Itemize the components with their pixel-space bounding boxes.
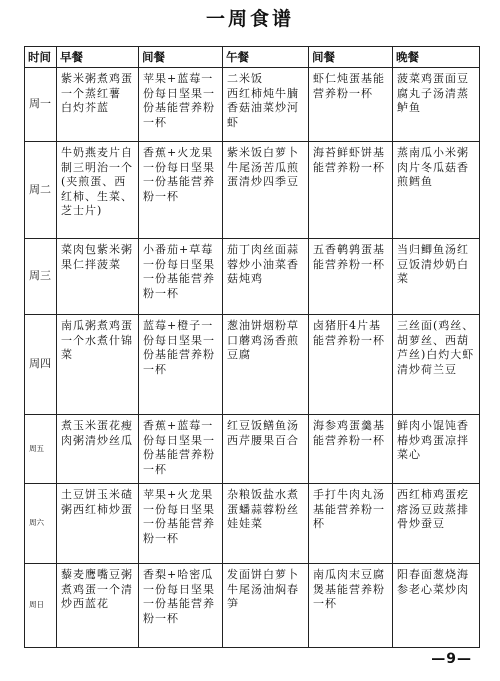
table-row	[25, 484, 480, 564]
breakfast-cell: 煮玉米蛋花瘦肉粥清炒丝瓜	[57, 415, 139, 484]
dinner-cell: 鲜肉小馄饨香椿炒鸡蛋凉拌菜心	[393, 415, 480, 484]
day-cell: 周二	[25, 142, 57, 239]
breakfast-cell: 菜肉包紫米粥果仁拌菠菜	[57, 239, 139, 315]
day-cell: 周一	[25, 68, 57, 142]
table-row	[25, 315, 480, 415]
header-morning-snack: 间餐	[139, 47, 223, 68]
dinner-cell: 西红柿鸡蛋疙瘩汤豆豉蒸排骨炒蚕豆	[393, 484, 480, 564]
afternoon-snack-cell: 海参鸡蛋羹基能营养粉一杯	[309, 415, 393, 484]
dinner-cell: 菠菜鸡蛋面豆腐丸子汤清蒸鲈鱼	[393, 68, 480, 142]
lunch-cell: 葱油饼烟粉草口蘑鸡汤香煎豆腐	[223, 315, 309, 415]
morning-snack-cell: 香蕉+蓝莓一份每日坚果一份基能营养粉一杯	[139, 415, 223, 484]
afternoon-snack-cell: 五香鹌鹑蛋基能营养粉一杯	[309, 239, 393, 315]
header-time: 时间	[25, 47, 57, 68]
morning-snack-cell: 香梨+哈密瓜一份每日坚果一份基能营养粉一杯	[139, 564, 223, 648]
dinner-cell: 当归鲫鱼汤红豆饭清炒奶白菜	[393, 239, 480, 315]
lunch-cell: 红豆饭鳝鱼汤西芹腰果百合	[223, 415, 309, 484]
header-breakfast: 早餐	[57, 47, 139, 68]
breakfast-cell: 牛奶燕麦片自制三明治一个(夹煎蛋、西红柿、生菜、芝士片)	[57, 142, 139, 239]
lunch-cell: 二米饭 西红柿炖牛腩香菇油菜炒河虾	[223, 68, 309, 142]
afternoon-snack-cell: 虾仁炖蛋基能营养粉一杯	[309, 68, 393, 142]
breakfast-cell: 土豆饼玉米碴粥西红柿炒蛋	[57, 484, 139, 564]
header-afternoon-snack: 间餐	[309, 47, 393, 68]
morning-snack-cell: 苹果+蓝莓一份每日坚果一份基能营养粉一杯	[139, 68, 223, 142]
lunch-cell: 发面饼白萝卜牛尾汤油焖春笋	[223, 564, 309, 648]
page-title: 一周食谱	[205, 8, 294, 30]
day-cell: 周五	[25, 415, 57, 484]
breakfast-cell: 紫米粥煮鸡蛋一个蒸红薯 白灼芥蓝	[57, 68, 139, 142]
lunch-cell: 紫米饭白萝卜牛尾汤苦瓜煎蛋清炒四季豆	[223, 142, 309, 239]
lunch-cell: 杂粮饭盐水煮蛋蟠蒜蓉粉丝娃娃菜	[223, 484, 309, 564]
table-row	[25, 564, 480, 648]
day-cell: 周日	[25, 564, 57, 648]
afternoon-snack-cell: 手打牛肉丸汤基能营养粉一杯	[309, 484, 393, 564]
morning-snack-cell: 香蕉+火龙果一份每日坚果一份基能营养粉一杯	[139, 142, 223, 239]
afternoon-snack-cell: 卤猪肝4片基能营养粉一杯	[309, 315, 393, 415]
dinner-cell: 阳春面葱烧海参老心菜炒肉	[393, 564, 480, 648]
table-row	[25, 68, 480, 142]
afternoon-snack-cell: 南瓜肉末豆腐煲基能营养粉一杯	[309, 564, 393, 648]
afternoon-snack-cell: 海苔鲜虾饼基能营养粉一杯	[309, 142, 393, 239]
breakfast-cell: 藜麦鹰嘴豆粥煮鸡蛋一个清炒西蓝花	[57, 564, 139, 648]
header-dinner: 晚餐	[393, 47, 480, 68]
lunch-cell: 茄丁肉丝面蒜蓉炒小油菜香菇炖鸡	[223, 239, 309, 315]
day-cell: 周四	[25, 315, 57, 415]
page-number: —9—	[431, 651, 472, 667]
morning-snack-cell: 蓝莓+橙子一份每日坚果一份基能营养粉一杯	[139, 315, 223, 415]
morning-snack-cell: 苹果+火龙果一份每日坚果一份基能营养粉一杯	[139, 484, 223, 564]
day-cell: 周三	[25, 239, 57, 315]
dinner-cell: 蒸南瓜小米粥肉片冬瓜菇香煎鳕鱼	[393, 142, 480, 239]
morning-snack-cell: 小番茄+草莓一份每日坚果一份基能营养粉一杯	[139, 239, 223, 315]
table-row	[25, 142, 480, 239]
weekly-menu-table	[24, 46, 480, 648]
dinner-cell: 三丝面(鸡丝、胡萝丝、西葫芦丝)白灼大虾清炒荷兰豆	[393, 315, 480, 415]
table-row	[25, 415, 480, 484]
header-row	[25, 47, 480, 68]
breakfast-cell: 南瓜粥煮鸡蛋一个水煮什锦菜	[57, 315, 139, 415]
day-cell: 周六	[25, 484, 57, 564]
header-lunch: 午餐	[223, 47, 309, 68]
table-row	[25, 239, 480, 315]
